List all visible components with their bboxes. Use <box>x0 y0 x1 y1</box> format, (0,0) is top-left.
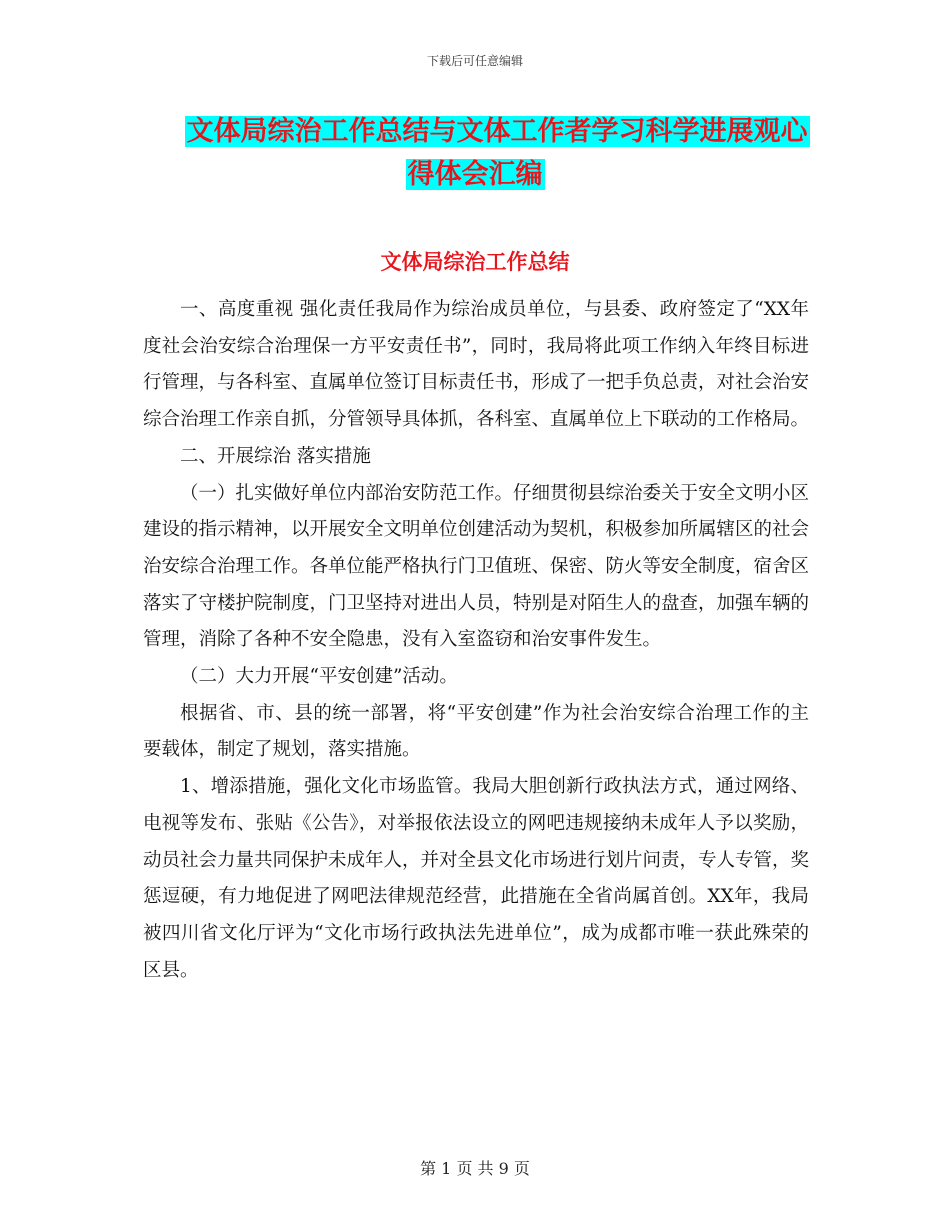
paragraph: （二）大力开展“平安创建”活动。 <box>180 666 458 688</box>
document-title-line-2 <box>0 153 950 197</box>
title-line-1-text: 文体局综治工作总结与文体工作者学习科学进展观心 <box>186 116 808 147</box>
document-title-line-1 <box>22 110 950 154</box>
page-header-note: 下载后可任意编辑 <box>426 54 523 68</box>
document-body <box>143 292 809 989</box>
section-title: 文体局综治工作总结 <box>380 250 570 274</box>
paragraph: 根据省、市、县的统一部署，将“平安创建”作为社会治安综合治理工作的主要载体，制定了规划，落实措施。 <box>143 702 809 761</box>
paragraph: （一）扎实做好单位内部治安防范工作。仔细贯彻县综治委关于安全文明小区建设的指示精神，以开展安全文明单位创建活动为契机，积极参加所属辖区的社会治安综合治理工作。各单位能严格执行门卫值班、保密、防火等安全制度，宿舍区落实了守楼护院制度，门卫坚持对进出人员，特别是对陌生人的盘查，加强车辆的管理，消除了各种不安全隐患，没有入室盗窃和治安事件发生。 <box>143 482 810 651</box>
title-line-2-text: 得体会汇编 <box>407 159 543 190</box>
paragraph: 二、开展综治 落实措施 <box>180 445 371 467</box>
paragraph: 1、增添措施，强化文化市场监管。我局大胆创新行政执法方式，通过网络、电视等发布、张贴《公告》，对举报依法设立的网吧违规接纳未成年人予以奖励，动员社会力量共同保护未成年人，并对全县文化市场进行划片问责，专人专管，奖惩逗硬，有力地促进了网吧法律规范经营，此措施在全省尚属首创。XX年，我局被四川省文化厅评为“文化市场行政执法先进单位”，成为成都市唯一获此殊荣的区县。 <box>143 776 810 981</box>
paragraph: 一、高度重视 强化责任我局作为综治成员单位，与县委、政府签定了“XX年度社会治安综合治理保一方平安责任书”，同时，我局将此项工作纳入年终目标进行管理，与各科室、直属单位签订目标责任书，形成了一把手负总责，对社会治安综合治理工作亲自抓，分管领导具体抓，各科室、直属单位上下联动的工作格局。 <box>143 299 810 431</box>
page-footer-number: 第 1 页 共 9 页 <box>420 1159 530 1178</box>
